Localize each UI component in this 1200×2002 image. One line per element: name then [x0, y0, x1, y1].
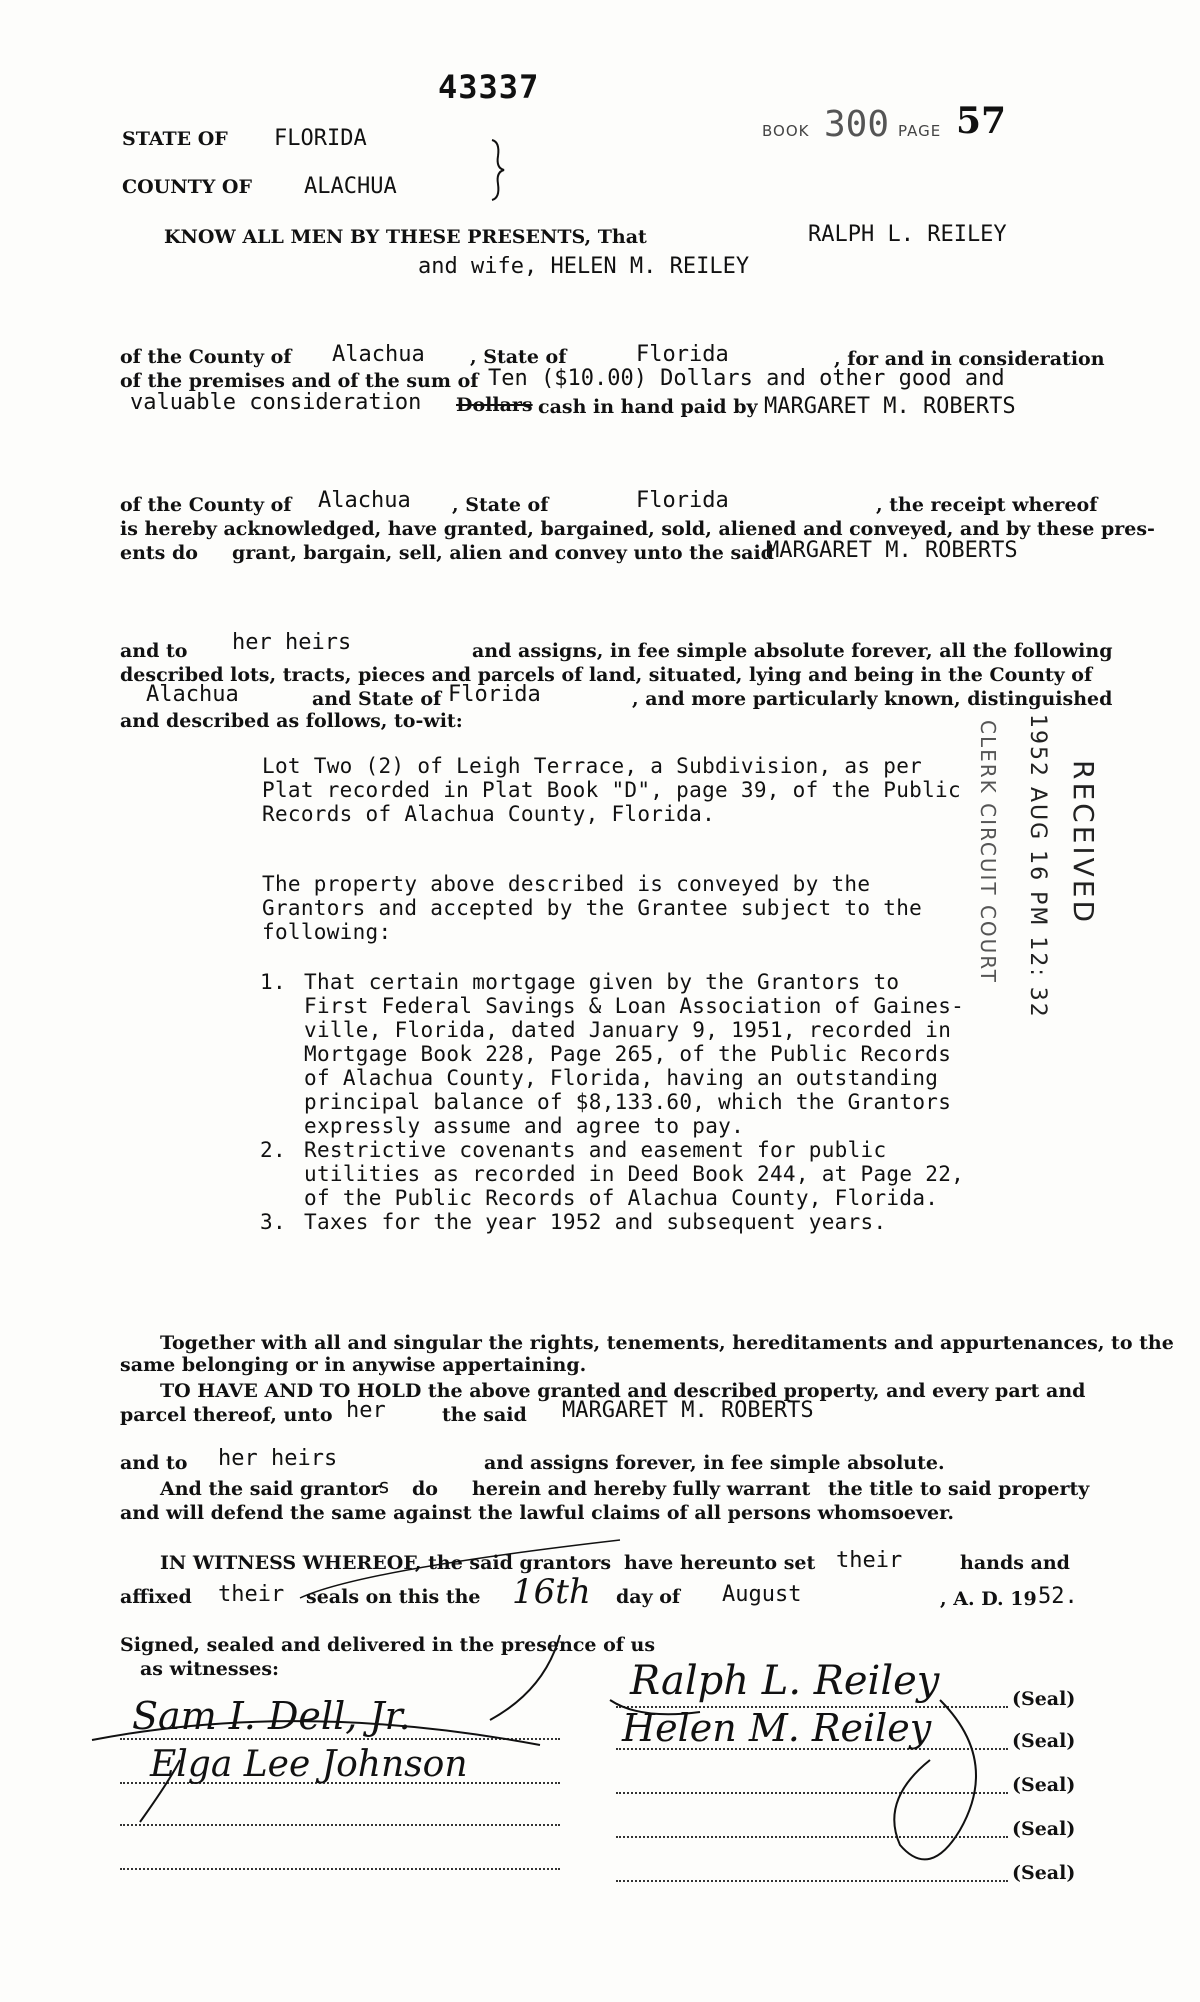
consideration-amount2: valuable consideration [130, 390, 422, 415]
assigns-state-label: and State of [312, 688, 442, 710]
item-1-line-7: expressly assume and agree to pay. [304, 1114, 745, 1138]
item-1-line-5: of Alachua County, Florida, having an outstanding [304, 1066, 939, 1090]
consideration-county: Alachua [332, 342, 425, 367]
grant-state: Florida [636, 488, 729, 513]
grant-state-label: , State of [452, 494, 549, 516]
grant-line2: is hereby acknowledged, have granted, bargained, sold, aliened and conveyed, and by these pres- [120, 518, 1155, 540]
lot-line-2: Plat recorded in Plat Book "D", page 39, of the Public [262, 778, 961, 802]
habendum-line3: TO HAVE AND TO HOLD the above granted and described property, and every part and [160, 1380, 1086, 1402]
witness-line1-a: IN WITNESS WHEREOF, the said grantors [160, 1552, 612, 1574]
item-3-number: 3. [260, 1210, 286, 1234]
habendum-heirs: her heirs [218, 1446, 338, 1471]
seal-label-5: (Seal) [1012, 1862, 1076, 1884]
witness-line2-their: their [218, 1582, 285, 1607]
witness-line1-d: hands and [960, 1552, 1070, 1574]
habendum-line1: Together with all and singular the rights, tenements, hereditaments and appurtenances, to the [160, 1332, 1174, 1354]
grant-grantee: MARGARET M. ROBERTS [766, 538, 1018, 563]
seal-label-3: (Seal) [1012, 1774, 1076, 1796]
stamp-clerk: CLERK CIRCUIT COURT [976, 720, 1000, 984]
item-1-line-4: Mortgage Book 228, Page 265, of the Public Records [304, 1042, 952, 1066]
cash-label: cash in hand paid by [538, 396, 758, 418]
item-1-line-1: That certain mortgage given by the Grantors to [304, 970, 900, 994]
assigns-line2: described lots, tracts, pieces and parcels of land, situated, lying and being in the County of [120, 664, 1093, 686]
page-number: 57 [956, 100, 1007, 142]
grantor-signature-2: Helen M. Reiley [622, 1706, 932, 1750]
witness-line1-c: hereunto set [680, 1552, 816, 1574]
habendum-said: the said [442, 1404, 527, 1426]
item-2-number: 2. [260, 1138, 286, 1162]
seal-label-2: (Seal) [1012, 1730, 1076, 1752]
warrant-do: do [412, 1478, 438, 1500]
witness-day: 16th [512, 1572, 591, 1612]
lot-line-1: Lot Two (2) of Leigh Terrace, a Subdivision, as per [262, 754, 923, 778]
habendum-pronoun: her [346, 1398, 386, 1423]
grant-line3-label: ents do [120, 542, 198, 564]
county-label: COUNTY OF [122, 176, 252, 198]
witness-year: 52. [1038, 1584, 1078, 1609]
seal-label-1: (Seal) [1012, 1688, 1076, 1710]
grant-tail: , the receipt whereof [876, 494, 1098, 516]
subject-line-3: following: [262, 920, 392, 944]
state-value: FLORIDA [274, 126, 367, 151]
seal-label-4: (Seal) [1012, 1818, 1076, 1840]
state-label: STATE OF [122, 128, 228, 150]
habendum-grantee: MARGARET M. ROBERTS [562, 1398, 814, 1423]
assigns-county: Alachua [146, 682, 239, 707]
witness-line1-b: have [624, 1552, 674, 1574]
witness-line2-c: day of [616, 1586, 681, 1608]
item-1-line-3: ville, Florida, dated January 9, 1951, recorded in [304, 1018, 952, 1042]
witness-signature-1: Sam I. Dell, Jr. [132, 1694, 411, 1738]
witness-line2-a: affixed [120, 1586, 192, 1608]
habendum-line4-label: parcel thereof, unto [120, 1404, 333, 1426]
book-label: BOOK [762, 122, 810, 140]
assigns-line4: and described as follows, to-wit: [120, 710, 463, 732]
witness-line2-b: seals on this the [306, 1586, 481, 1608]
page-label: PAGE [898, 122, 942, 140]
warrant-line2: and will defend the same against the lawful claims of all persons whomsoever. [120, 1502, 954, 1524]
assigns-line3-tail: , and more particularly known, distinguished [632, 688, 1113, 710]
instrument-number: 43337 [438, 68, 540, 106]
county-value: ALACHUA [304, 174, 397, 199]
grant-county: Alachua [318, 488, 411, 513]
consideration-tail: , for and in consideration [834, 348, 1105, 370]
consideration-county-label: of the County of [120, 346, 292, 368]
lot-line-3: Records of Alachua County, Florida. [262, 802, 716, 826]
item-2-line-2: utilities as recorded in Deed Book 244, at Page 22, [304, 1162, 965, 1186]
consideration-state: Florida [636, 342, 729, 367]
struck-dollars: Dollars [456, 394, 533, 416]
assigns-line1-tail: and assigns, in fee simple absolute forever, all the following [472, 640, 1113, 662]
item-2-line-3: of the Public Records of Alachua County, Florida. [304, 1186, 939, 1210]
assigns-heirs: her heirs [232, 630, 352, 655]
grantor-name-line1: RALPH L. REILEY [808, 222, 1007, 247]
book-number: 300 [824, 104, 890, 145]
habendum-line5-tail: and assigns forever, in fee simple absolute. [484, 1452, 945, 1474]
habendum-line2: same belonging or in anywise appertaining. [120, 1354, 587, 1376]
received-stamp: RECEIVED [1067, 760, 1100, 926]
assigns-state: Florida [448, 682, 541, 707]
warrant-a: And the said grantor [160, 1478, 381, 1500]
witness-signature-2: Elga Lee Johnson [150, 1744, 468, 1785]
signed-line2: as witnesses: [140, 1658, 280, 1680]
habendum-and-to: and to [120, 1452, 188, 1474]
witness-month: August [722, 1582, 802, 1607]
assigns-and-to: and to [120, 640, 188, 662]
warrant-s: s [378, 1474, 391, 1498]
item-1-number: 1. [260, 970, 286, 994]
intro-text: KNOW ALL MEN BY THESE PRESENTS, That [164, 226, 647, 248]
grant-county-label: of the County of [120, 494, 292, 516]
subject-line-1: The property above described is conveyed by the [262, 872, 871, 896]
item-2-line-1: Restrictive covenants and easement for public [304, 1138, 887, 1162]
item-3-line-1: Taxes for the year 1952 and subsequent years. [304, 1210, 887, 1234]
signed-line1: Signed, sealed and delivered in the presence of us [120, 1634, 656, 1656]
consideration-grantee: MARGARET M. ROBERTS [764, 394, 1016, 419]
item-1-line-2: First Federal Savings & Loan Association of Gaines- [304, 994, 965, 1018]
stamp-date: 1952 AUG 16 PM 12: 32 [1025, 714, 1050, 1019]
witness-line1-their: their [836, 1548, 903, 1573]
warrant-b: herein and hereby fully warrant [472, 1478, 811, 1500]
grant-line3-mid: grant, bargain, sell, alien and convey unto the said [232, 542, 774, 564]
item-1-line-6: principal balance of $8,133.60, which the Grantors [304, 1090, 952, 1114]
subject-line-2: Grantors and accepted by the Grantee subject to the [262, 896, 923, 920]
grantor-name-line2: and wife, HELEN M. REILEY [418, 254, 750, 279]
grantor-signature-1: Ralph L. Reiley [630, 1658, 940, 1704]
warrant-c: the title to said property [828, 1478, 1090, 1500]
consideration-sum-label: of the premises and of the sum of [120, 370, 479, 392]
consideration-amount: Ten ($10.00) Dollars and other good and [488, 366, 1005, 391]
consideration-state-label: , State of [470, 346, 567, 368]
witness-line2-d: , A. D. 19 [940, 1588, 1037, 1610]
